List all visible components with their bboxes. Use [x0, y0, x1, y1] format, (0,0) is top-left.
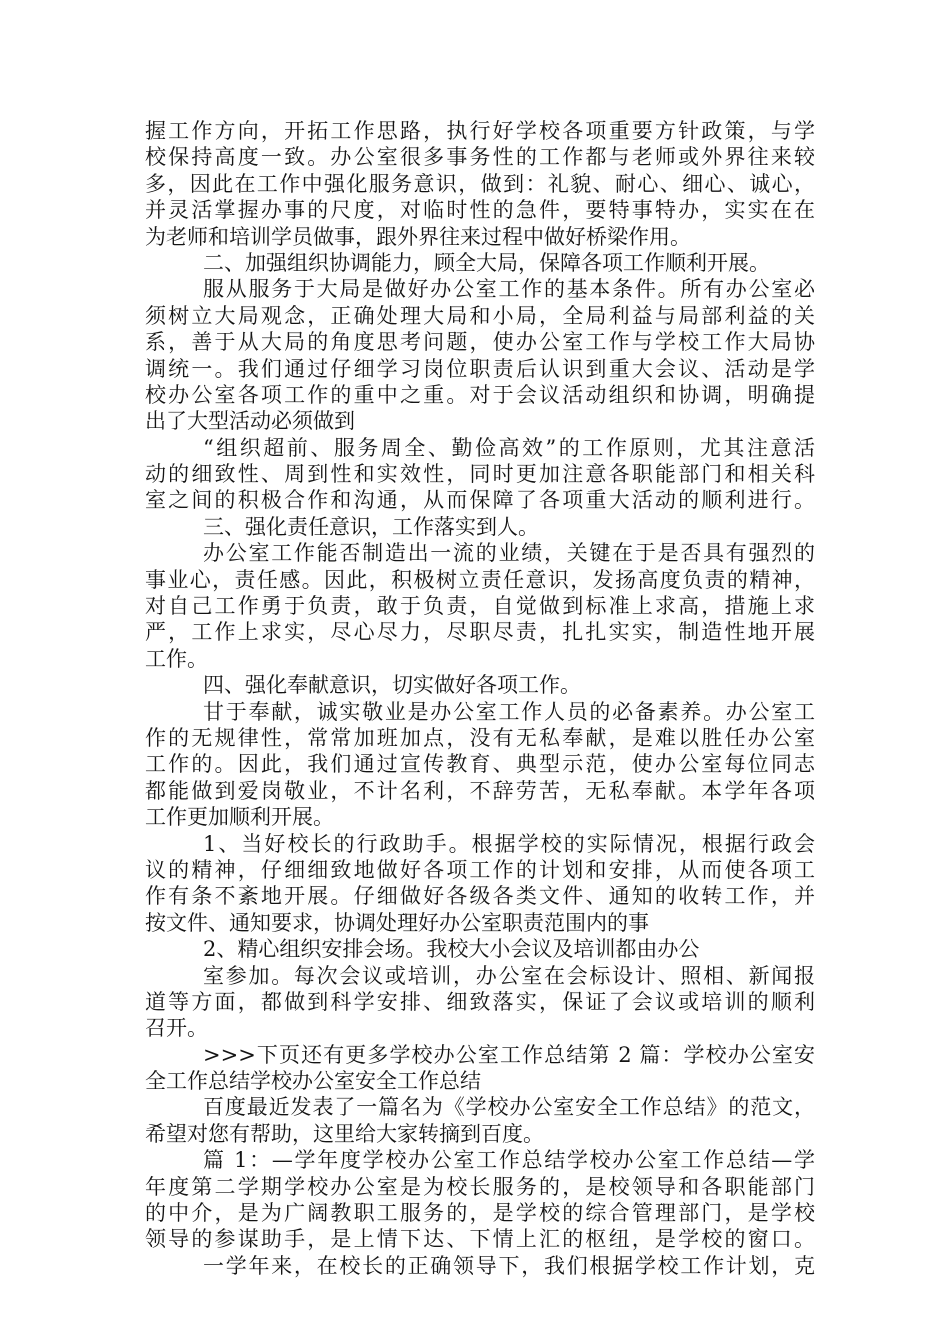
- text-line: 为老师和培训学员做事，跟外界往来过程中做好桥梁作用。: [145, 224, 691, 249]
- text-line: 甘于奉献，诚实敬业是办公室工作人员的必备素养。办公室工: [203, 699, 815, 724]
- text-line: 一学年来，在校长的正确领导下，我们根据学校工作计划，克: [203, 1253, 815, 1278]
- text-line: 动的细致性、周到性和实效性，同时更加注意各职能部门和相关科: [145, 462, 815, 487]
- text-line: 1、当好校长的行政助手。根据学校的实际情况，根据行政会: [203, 831, 815, 856]
- text-line: 校办公室各项工作的重中之重。对于会议活动组织和协调，明确提: [145, 382, 815, 407]
- text-line: 百度最近发表了一篇名为《学校办公室安全工作总结》的范文，: [203, 1095, 815, 1120]
- text-line: 道等方面，都做到科学安排、细致落实，保证了会议或培训的顺利: [145, 989, 815, 1014]
- text-line: >>>下页还有更多学校办公室工作总结第 2 篇：学校办公室安: [203, 1042, 815, 1067]
- text-line: 须树立大局观念，正确处理大局和小局，全局利益与局部利益的关: [145, 303, 815, 328]
- text-line: 二、加强组织协调能力，顾全大局，保障各项工作顺利开展。: [203, 250, 770, 275]
- text-line: 三、强化责任意识，工作落实到人。: [203, 514, 539, 539]
- text-line: 事业心，责任感。因此，积极树立责任意识，发扬高度负责的精神，: [145, 567, 815, 592]
- text-line: 握工作方向，开拓工作思路，执行好学校各项重要方针政策，与学: [145, 119, 815, 143]
- text-line: 的中介，是为广阔教职工服务的，是学校的综合管理部门，是学校: [145, 1201, 815, 1226]
- text-line: 工作的。因此，我们通过宣传教育、典型示范，使办公室每位同志: [145, 752, 815, 777]
- text-line: 都能做到爱岗敬业，不计名利，不辞劳苦，无私奉献。本学年各项: [145, 778, 815, 803]
- text-line: 年度第二学期学校办公室是为校长服务的，是校领导和各职能部门: [145, 1174, 815, 1199]
- text-line: 室之间的积极合作和沟通，从而保障了各项重大活动的顺利进行。: [145, 488, 815, 513]
- text-line: 服从服务于大局是做好办公室工作的基本条件。所有办公室必: [203, 277, 815, 302]
- document-body: [145, 118, 815, 1279]
- text-line: 希望对您有帮助，这里给大家转摘到百度。: [145, 1121, 544, 1146]
- text-line: 2、精心组织安排会场。我校大小会议及培训都由办公: [203, 937, 700, 962]
- text-line: 多，因此在工作中强化服务意识，做到：礼貌、耐心、细心、诚心，: [145, 171, 815, 196]
- text-line: 并灵活掌握办事的尺度，对临时性的急件，要特事特办，实实在在: [145, 198, 815, 223]
- text-line: 作的无规律性，常常加班加点，没有无私奉献，是难以胜任办公室: [145, 725, 815, 750]
- text-line: 严，工作上求实，尽心尽力，尽职尽责，扎扎实实，制造性地开展: [145, 620, 815, 645]
- text-line: 领导的参谋助手，是上情下达、下情上汇的枢纽，是学校的窗口。: [145, 1227, 815, 1252]
- text-line: 四、强化奉献意识，切实做好各项工作。: [203, 673, 581, 698]
- text-line: 校保持高度一致。办公室很多事务性的工作都与老师或外界往来较: [145, 145, 815, 170]
- text-line: 系，善于从大局的角度思考问题，使办公室工作与学校工作大局协: [145, 330, 815, 355]
- text-line: 作有条不紊地开展。仔细做好各级各类文件、通知的收转工作，并: [145, 884, 815, 909]
- text-line: 出了大型活动必须做到: [145, 409, 355, 434]
- text-line: 工作。: [145, 646, 208, 671]
- text-line: 对自己工作勇于负责，敢于负责，自觉做到标准上求高，措施上求: [145, 594, 815, 619]
- text-line: “组织超前、服务周全、勤俭高效”的工作原则，尤其注意活: [203, 435, 815, 460]
- text-line: 办公室工作能否制造出一流的业绩，关键在于是否具有强烈的: [203, 541, 815, 566]
- text-line: 工作更加顺利开展。: [145, 805, 334, 830]
- text-line: 室参加。每次会议或培训，办公室在会标设计、照相、新闻报: [203, 963, 815, 988]
- text-line: 调统一。我们通过仔细学习岗位职责后认识到重大会议、活动是学: [145, 356, 815, 381]
- text-line: 召开。: [145, 1016, 208, 1041]
- text-line: 按文件、通知要求，协调处理好办公室职责范围内的事: [145, 910, 649, 935]
- text-line: 篇 1：—学年度学校办公室工作总结学校办公室工作总结—学: [203, 1148, 815, 1173]
- text-line: 全工作总结学校办公室安全工作总结: [145, 1069, 481, 1094]
- text-line: 议的精神，仔细细致地做好各项工作的计划和安排，从而使各项工: [145, 857, 815, 882]
